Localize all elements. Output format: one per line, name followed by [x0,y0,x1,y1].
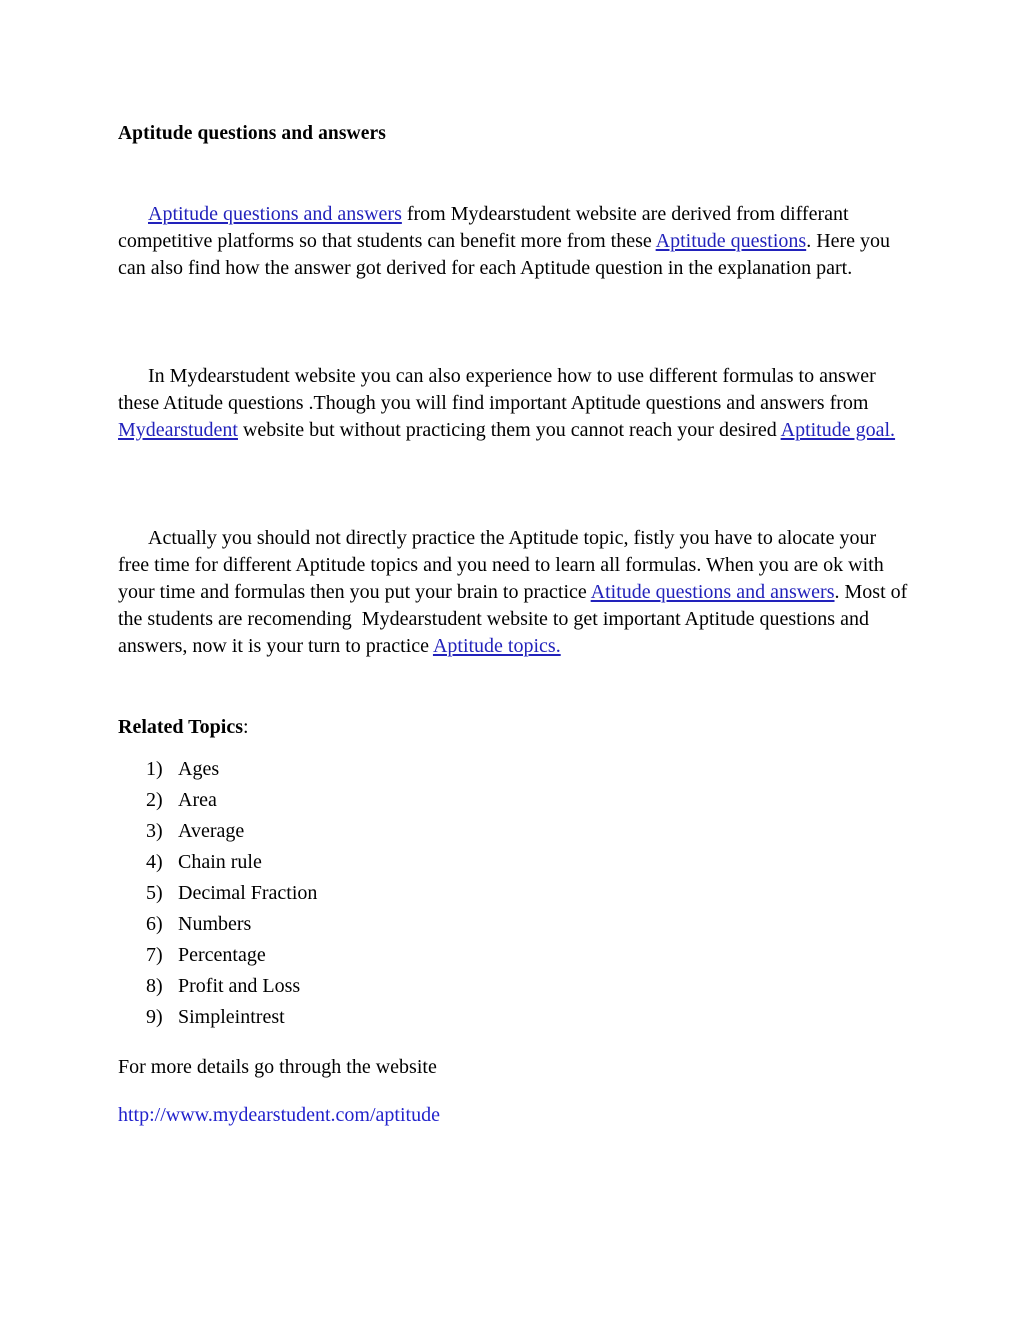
list-item-label: Area [178,789,217,811]
list-item-label: Chain rule [178,851,262,873]
footer-url-line [118,1102,908,1129]
link-aptitude-topics[interactable]: Aptitude topics. [432,635,561,657]
related-topics-heading-colon: : [243,716,249,738]
list-item-marker: 3) [146,820,163,842]
list-item [118,847,908,878]
list-item [118,878,908,909]
link-atitude-questions-and-answers[interactable]: Atitude questions and answers [590,581,835,603]
list-item-marker: 9) [146,1006,163,1028]
paragraph-intro-text-2: . Here you can also find how the answer got derived for each Aptitude question in the explanation part. [118,230,896,279]
list-item-label: Decimal Fraction [178,882,318,904]
list-item [118,971,908,1002]
paragraph-formulas-text-1: In Mydearstudent website you can also experience how to use different formulas to answer these Atitude questions .Though you will find important Aptitude questions and answers from [118,365,881,414]
list-item-marker: 6) [146,913,163,935]
list-item-marker: 2) [146,789,163,811]
list-item [118,785,908,816]
page-title: Aptitude questions and answers [118,123,386,144]
list-item [118,754,908,785]
list-item-marker: 1) [146,758,163,780]
paragraph-intro-text-1: from Mydearstudent website are derived from differant competitive platforms so that students can benefit more from these [118,203,854,252]
list-item [118,909,908,940]
list-item-marker: 7) [146,944,163,966]
list-item [118,940,908,971]
list-item [118,1002,908,1033]
list-item-label: Average [178,820,245,842]
paragraph-formulas-text-2: website but without practicing them you cannot reach your desired [237,419,781,441]
paragraph-formulas [118,336,908,471]
list-item-marker: 8) [146,975,163,997]
link-mydearstudent[interactable]: Mydearstudent [118,419,238,441]
list-item-label: Percentage [178,944,266,966]
list-item [118,816,908,847]
paragraph-practice-text-2: . Most of the students are recomending Mydearstudent website to get important Aptitude questions and answers, now it is your turn to practice [118,581,913,657]
paragraph-practice [118,498,913,687]
document-body [118,120,913,1129]
list-item-marker: 4) [146,851,163,873]
list-item-label: Numbers [178,913,252,935]
related-topics-list [118,754,908,1033]
list-item-label: Simpleintrest [178,1006,285,1028]
list-item-label: Profit and Loss [178,975,301,997]
paragraph-practice-text-1: Actually you should not directly practice the Aptitude topic, fistly you have to alocate your free time for different Aptitude topics and you need to learn all formulas. When you are ok with your time and formulas then you put your brain to practice [118,527,889,603]
link-aptitude-goal[interactable]: Aptitude goal. [780,419,896,441]
related-topics-heading-label: Related Topics [118,716,244,738]
list-item-marker: 5) [146,882,163,904]
list-item-label: Ages [178,758,220,780]
footer-note: For more details go through the website [118,1056,437,1078]
link-aptitude-questions[interactable]: Aptitude questions [655,230,807,252]
link-website-url[interactable]: http://www.mydearstudent.com/aptitude [118,1104,440,1126]
related-topics-heading [118,714,908,741]
paragraph-intro [118,174,908,309]
link-aptitude-questions-and-answers[interactable]: Aptitude questions and answers [148,203,402,225]
